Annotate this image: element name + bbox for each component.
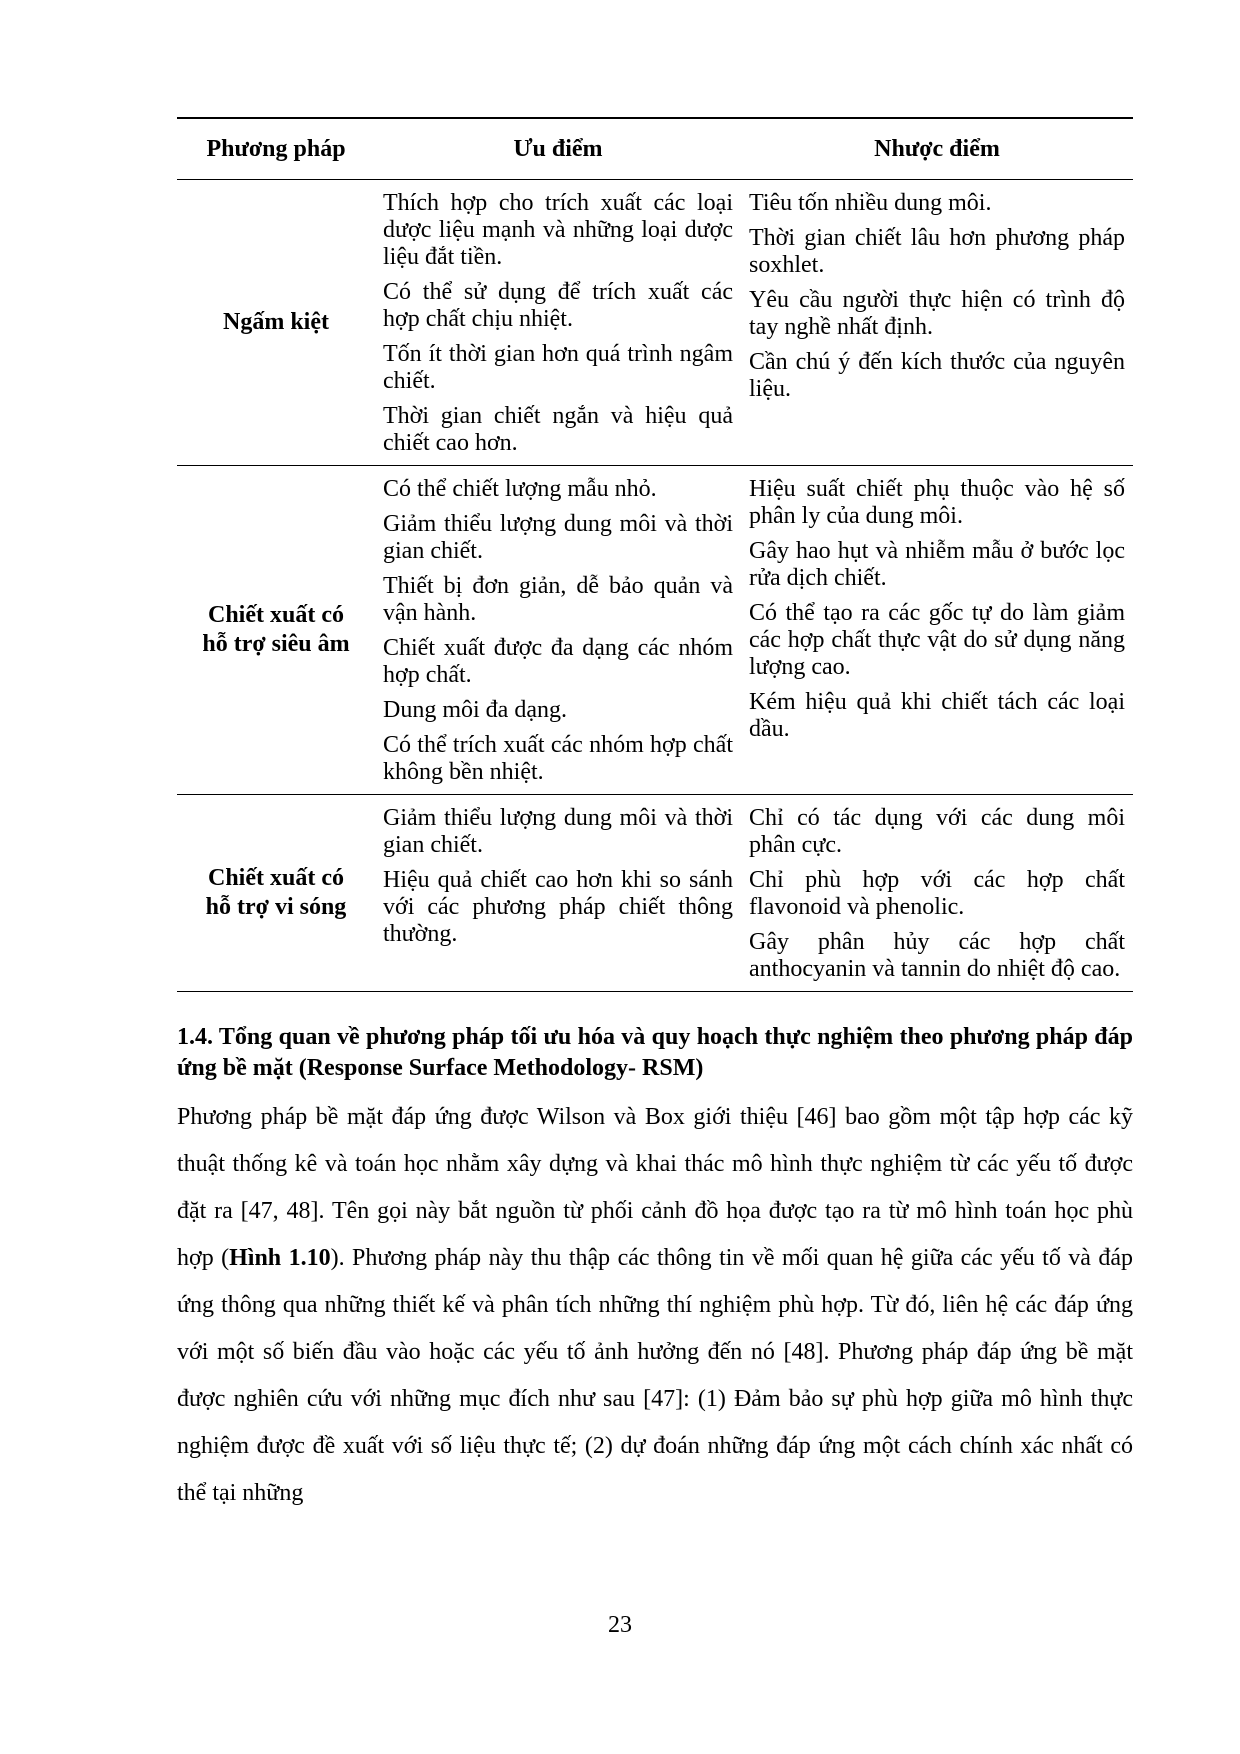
body-paragraph	[177, 1094, 1133, 1517]
method-name-line: hỗ trợ siêu âm	[202, 631, 350, 657]
page-content	[177, 117, 1133, 1517]
method-cell	[177, 795, 375, 992]
table-header-row	[177, 118, 1133, 180]
advantage-item: Chiết xuất được đa dạng các nhóm hợp chất.	[383, 635, 733, 688]
advantage-item: Thiết bị đơn giản, dễ bảo quản và vận hành.	[383, 573, 733, 626]
paragraph-text: Phương pháp bề mặt đáp ứng được Wilson và Box giới thiệu [46] bao gồm một tập hợp các kỹ thuật thống kê và toán học nhằm xây dựng và khai thác mô hình thực nghiệm từ các yếu tố được đặt ra [47, 48]. Tên gọi này bắt nguồn từ phối cảnh đồ họa được tạo ra từ mô hình toán học phù hợp (	[177, 1104, 1133, 1271]
advantage-item: Thời gian chiết ngắn và hiệu quả chiết cao hơn.	[383, 403, 733, 456]
header-advantages: Ưu điểm	[375, 118, 741, 180]
table-row	[177, 466, 1133, 795]
header-disadvantages: Nhược điểm	[741, 118, 1133, 180]
method-name-line: hỗ trợ vi sóng	[205, 894, 347, 920]
advantage-item: Giảm thiểu lượng dung môi và thời gian chiết.	[383, 805, 733, 858]
disadvantage-item: Có thể tạo ra các gốc tự do làm giảm các hợp chất thực vật do sử dụng năng lượng cao.	[749, 600, 1125, 680]
advantage-item: Hiệu quả chiết cao hơn khi so sánh với các phương pháp chiết thông thường.	[383, 867, 733, 947]
advantage-item: Có thể sử dụng để trích xuất các hợp chất chịu nhiệt.	[383, 279, 733, 332]
method-cell	[177, 466, 375, 795]
method-name-line: Chiết xuất có	[208, 865, 344, 891]
method-name: Ngấm kiệt	[223, 309, 329, 335]
advantage-item: Thích hợp cho trích xuất các loại dược liệu mạnh và những loại dược liệu đắt tiền.	[383, 190, 733, 270]
table-row	[177, 795, 1133, 992]
disadvantages-cell	[741, 466, 1133, 795]
disadvantage-item: Hiệu suất chiết phụ thuộc vào hệ số phân ly của dung môi.	[749, 476, 1125, 529]
advantage-item: Tốn ít thời gian hơn quá trình ngâm chiết.	[383, 341, 733, 394]
table-row	[177, 180, 1133, 466]
disadvantage-item: Gây hao hụt và nhiễm mẫu ở bước lọc rửa dịch chiết.	[749, 538, 1125, 591]
paragraph-text: ). Phương pháp này thu thập các thông tin về mối quan hệ giữa các yếu tố và đáp ứng thông qua những thiết kế và phân tích những thí nghiệm phù hợp. Từ đó, liên hệ các đáp ứng với một số biến đầu vào hoặc các yếu tố ảnh hưởng đến nó [48]. Phương pháp đáp ứng bề mặt được nghiên cứu với những mục đích như sau [47]: (1) Đảm bảo sự phù hợp giữa mô hình thực nghiệm được đề xuất với số liệu thực tế; (2) dự đoán những đáp ứng một cách chính xác nhất có thể tại những	[177, 1245, 1134, 1506]
disadvantage-item: Gây phân hủy các hợp chất anthocyanin và tannin do nhiệt độ cao.	[749, 929, 1125, 982]
advantages-cell	[375, 795, 741, 992]
disadvantage-item: Thời gian chiết lâu hơn phương pháp soxhlet.	[749, 225, 1125, 278]
disadvantage-item: Cần chú ý đến kích thước của nguyên liệu.	[749, 349, 1125, 402]
page-number: 23	[608, 1612, 632, 1638]
disadvantage-item: Kém hiệu quả khi chiết tách các loại dầu.	[749, 689, 1125, 742]
advantage-item: Có thể trích xuất các nhóm hợp chất không bền nhiệt.	[383, 732, 733, 785]
disadvantage-item: Chỉ có tác dụng với các dung môi phân cực.	[749, 805, 1125, 858]
advantage-item: Có thể chiết lượng mẫu nhỏ.	[383, 476, 657, 502]
comparison-table	[177, 117, 1133, 992]
disadvantages-cell	[741, 795, 1133, 992]
disadvantage-item: Chỉ phù hợp với các hợp chất flavonoid và phenolic.	[749, 867, 1125, 920]
advantages-cell	[375, 180, 741, 466]
disadvantage-item: Tiêu tốn nhiều dung môi.	[749, 190, 992, 216]
method-cell	[177, 180, 375, 466]
advantages-cell	[375, 466, 741, 795]
section-heading: 1.4. Tổng quan về phương pháp tối ưu hóa và quy hoạch thực nghiệm theo phương pháp đáp ứng bề mặt (Response Surface Methodology- RSM)	[177, 1024, 1133, 1081]
advantage-item: Dung môi đa dạng.	[383, 697, 567, 723]
header-method: Phương pháp	[177, 118, 375, 180]
figure-reference: Hình 1.10	[229, 1245, 331, 1271]
disadvantages-cell	[741, 180, 1133, 466]
method-name-line: Chiết xuất có	[208, 602, 344, 628]
advantage-item: Giảm thiểu lượng dung môi và thời gian chiết.	[383, 511, 733, 564]
disadvantage-item: Yêu cầu người thực hiện có trình độ tay nghề nhất định.	[749, 287, 1125, 340]
